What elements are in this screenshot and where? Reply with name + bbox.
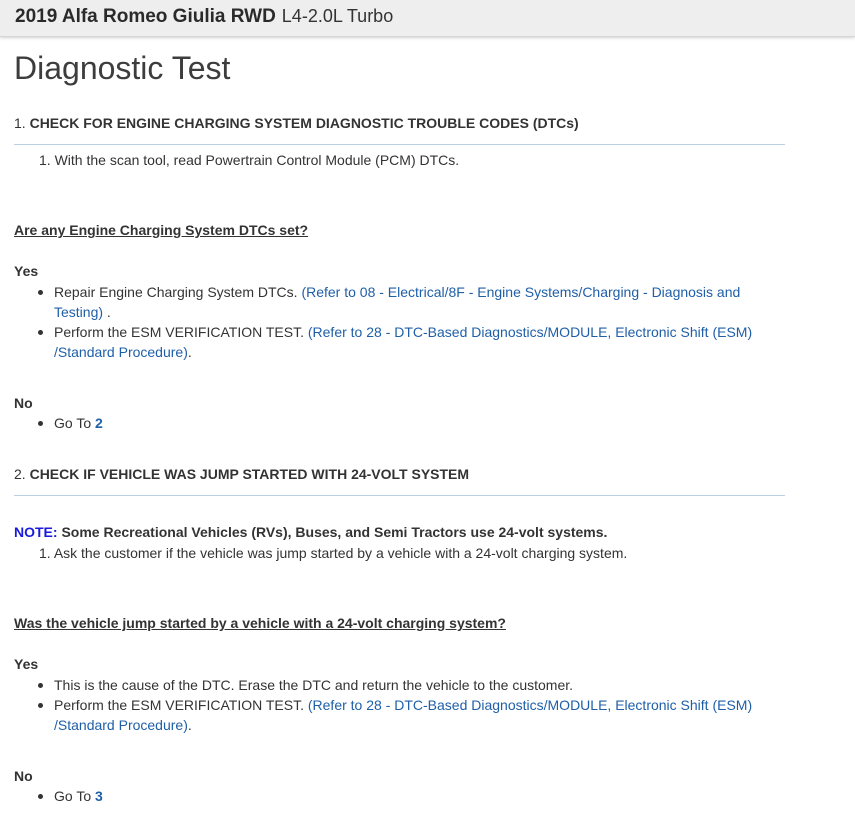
vehicle-engine: L4-2.0L Turbo [281,6,394,26]
step-2-number: 2. [14,466,26,482]
step-1-yes-item-2-text: Perform the ESM VERIFICATION TEST. [54,324,304,340]
refer-link-charging-diagnosis[interactable]: (Refer to 08 - Electrical/8F - Engine Systems/Charging - Diagnosis and [301,284,741,300]
step-2-divider [14,495,785,496]
step-2-yes-label: Yes [14,656,39,672]
bullet-icon [38,683,43,688]
step-2-yes-item-2-line2 [54,717,192,733]
bullet-icon [38,421,43,426]
goto-text: Go To [54,788,92,804]
refer-link-esm-procedure[interactable]: (Refer to 28 - DTC-Based Diagnostics/MODULE, Electronic Shift (ESM) [307,324,753,340]
step-2-instruction-number: 1. [39,545,51,561]
goto-step-3-link[interactable]: 3 [95,788,103,804]
bullet-icon [38,794,43,799]
step-2-yes-item-2-suffix: . [187,717,192,733]
step-2-yes-item-2 [54,697,752,713]
step-1-instruction-number: 1. [39,152,51,168]
refer-link-esm-procedure-cont[interactable]: /Standard Procedure) [54,344,188,360]
step-1-instruction-text: With the scan tool, read Powertrain Control Module (PCM) DTCs. [54,152,460,168]
step-1-instruction [39,152,459,168]
step-1-goto [54,415,103,431]
step-1-question: Are any Engine Charging System DTCs set? [14,222,309,238]
step-2-no-label: No [14,768,33,784]
goto-text: Go To [54,415,92,431]
step-2-yes-item-2-text: Perform the ESM VERIFICATION TEST. [54,697,304,713]
goto-step-2-link[interactable]: 2 [95,415,103,431]
refer-link-esm-procedure-2[interactable]: (Refer to 28 - DTC-Based Diagnostics/MODULE, Electronic Shift (ESM) [307,697,753,713]
step-1-number: 1. [14,115,26,131]
vehicle-name: 2019 Alfa Romeo Giulia RWD [15,6,276,27]
step-1-yes-item-1-suffix: . [106,304,111,320]
bullet-icon [38,330,43,335]
step-1-yes-item-2-line2 [54,344,192,360]
step-1-yes-label: Yes [14,263,39,279]
step-2-goto [54,788,103,804]
bullet-icon [38,290,43,295]
step-2-title: CHECK IF VEHICLE WAS JUMP STARTED WITH 24-VOLT SYSTEM [29,466,470,482]
step-2-instruction-text: Ask the customer if the vehicle was jump started by a vehicle with a 24-volt charging system. [53,545,628,561]
refer-link-charging-diagnosis-cont[interactable]: Testing) [54,304,104,320]
vehicle-header [0,0,855,37]
step-2-question: Was the vehicle jump started by a vehicle with a 24-volt charging system? [14,615,506,631]
step-1-yes-item-2 [54,324,752,340]
page-title: Diagnostic Test [14,50,231,86]
step-1-yes-item-2-suffix: . [187,344,192,360]
step-1-divider [14,144,785,145]
step-1-heading [14,115,579,131]
vehicle-title [15,6,393,28]
note-label: NOTE: [14,524,58,540]
step-2-yes-item-1: This is the cause of the DTC. Erase the DTC and return the vehicle to the customer. [54,677,574,693]
step-1-yes-item-1-line2 [54,304,111,320]
bullet-icon [38,703,43,708]
step-1-title: CHECK FOR ENGINE CHARGING SYSTEM DIAGNOSTIC TROUBLE CODES (DTCs) [29,115,579,131]
note-text: Some Recreational Vehicles (RVs), Buses, and Semi Tractors use 24-volt systems. [61,524,608,540]
step-1-yes-item-1-text: Repair Engine Charging System DTCs. [54,284,298,300]
step-2-note [14,524,607,540]
step-2-heading [14,466,469,482]
step-2-instruction [39,545,627,561]
step-1-yes-item-1 [54,284,740,300]
step-1-no-label: No [14,395,33,411]
refer-link-esm-procedure-2-cont[interactable]: /Standard Procedure) [54,717,188,733]
